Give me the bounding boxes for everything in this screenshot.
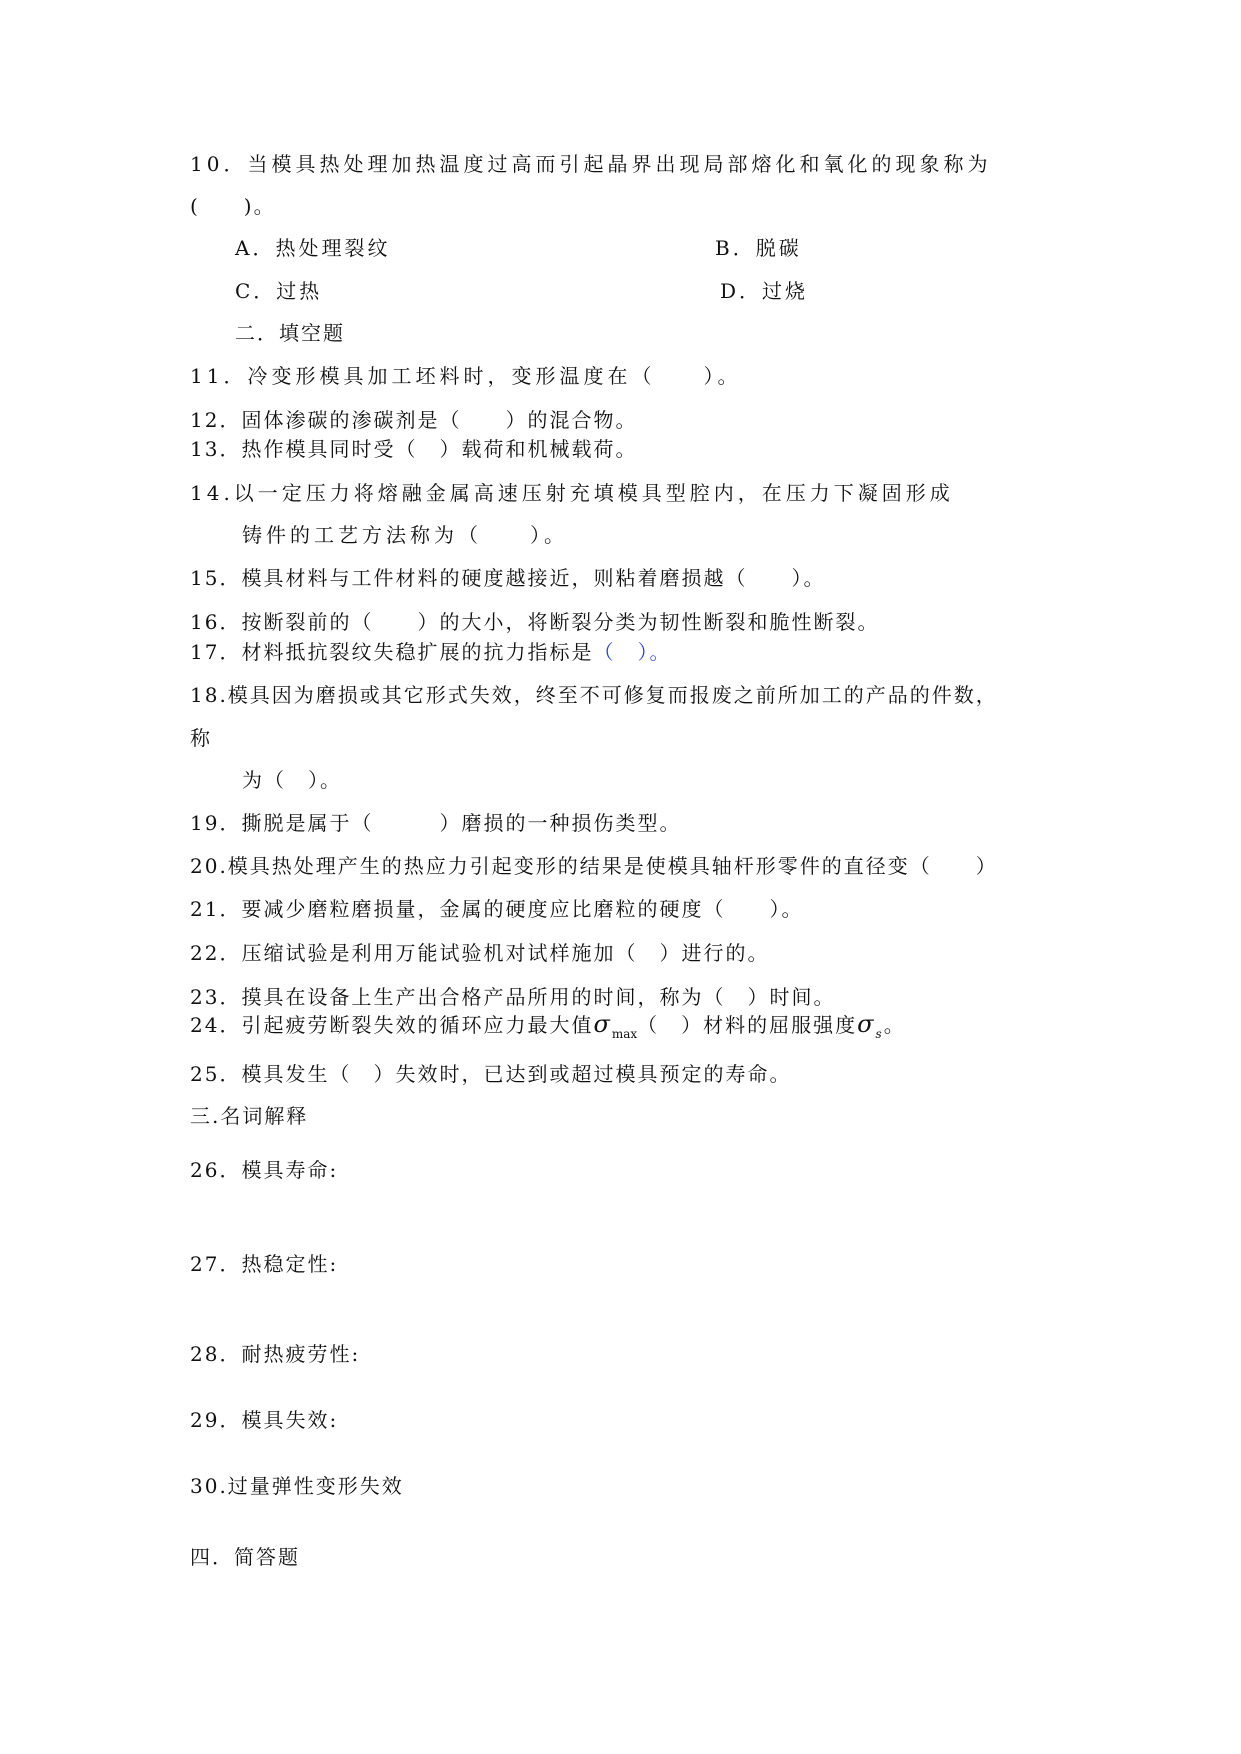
question-30: 30.过量弹性变形失效: [190, 1474, 404, 1498]
question-14-line1: 14.以一定压力将熔融金属高速压射充填模具型腔内，在压力下凝固形成: [190, 481, 954, 505]
question-17-text: 17．材料抵抗裂纹失稳扩展的抗力指标是: [190, 640, 594, 664]
option-a: A．热处理裂纹: [235, 236, 391, 260]
question-25: 25．模具发生（ ）失效时，已达到或超过模具预定的寿命。: [190, 1062, 792, 1086]
question-24: [190, 1012, 906, 1046]
section-4-heading: 四．简答题: [190, 1545, 300, 1569]
question-18-line3: 为（ ）。: [242, 768, 342, 792]
question-10-stem: 10．当模具热处理加热温度过高而引起晶界出现局部熔化和氧化的现象称为: [190, 152, 992, 176]
option-b: B．脱碳: [715, 236, 802, 260]
question-16: 16．按断裂前的（ ）的大小，将断裂分类为韧性断裂和脆性断裂。: [190, 610, 880, 634]
question-24-middle: （ ）材料的屈服强度: [637, 1013, 858, 1037]
question-23: 23．摸具在设备上生产出合格产品所用的时间，称为（ ）时间。: [190, 985, 836, 1009]
question-27: 27．热稳定性:: [190, 1252, 339, 1276]
question-24-end: 。: [883, 1013, 906, 1037]
question-24-before: 24．引起疲劳断裂失效的循环应力最大值: [190, 1013, 594, 1037]
question-12: 12．固体渗碳的渗碳剂是（ ）的混合物。: [190, 408, 638, 432]
question-21: 21．要减少磨粒磨损量，金属的硬度应比磨粒的硬度（ ）。: [190, 897, 804, 921]
option-c: C．过热: [235, 279, 323, 303]
sigma-max-symbol: $\sigma_{max}$: [593, 1010, 638, 1041]
question-14-line2: 铸件的工艺方法称为（ ）。: [242, 523, 568, 547]
question-18-line2: 称: [190, 726, 212, 750]
question-15: 15．模具材料与工件材料的硬度越接近，则粘着磨损越（ ）。: [190, 566, 826, 590]
question-29: 29．模具失效:: [190, 1408, 339, 1432]
question-17: [190, 640, 671, 664]
question-10-blank: ( )。: [190, 194, 276, 218]
question-28: 28．耐热疲劳性:: [190, 1342, 361, 1366]
question-11: 11．冷变形模具加工坯料时，变形温度在（ ）。: [190, 364, 742, 388]
question-18-line1: 18.模具因为磨损或其它形式失效，终至不可修复而报废之前所加工的产品的件数，: [190, 683, 998, 707]
question-13: 13．热作模具同时受（ ）载荷和机械载荷。: [190, 437, 638, 461]
section-3-heading: 三.名词解释: [190, 1104, 309, 1128]
section-2-heading: 二．填空题: [235, 321, 345, 345]
question-17-blank: （ ）。: [593, 640, 672, 664]
question-22: 22．压缩试验是利用万能试验机对试样施加（ ）进行的。: [190, 941, 770, 965]
sigma-s-symbol: $\sigma_s$: [857, 1010, 884, 1041]
question-20: 20.模具热处理产生的热应力引起变形的结果是使模具轴杆形零件的直径变（ ）: [190, 854, 998, 878]
question-19: 19．撕脱是属于（ ）磨损的一种损伤类型。: [190, 811, 682, 835]
option-d: D．过烧: [720, 279, 809, 303]
question-26: 26．模具寿命:: [190, 1158, 339, 1182]
